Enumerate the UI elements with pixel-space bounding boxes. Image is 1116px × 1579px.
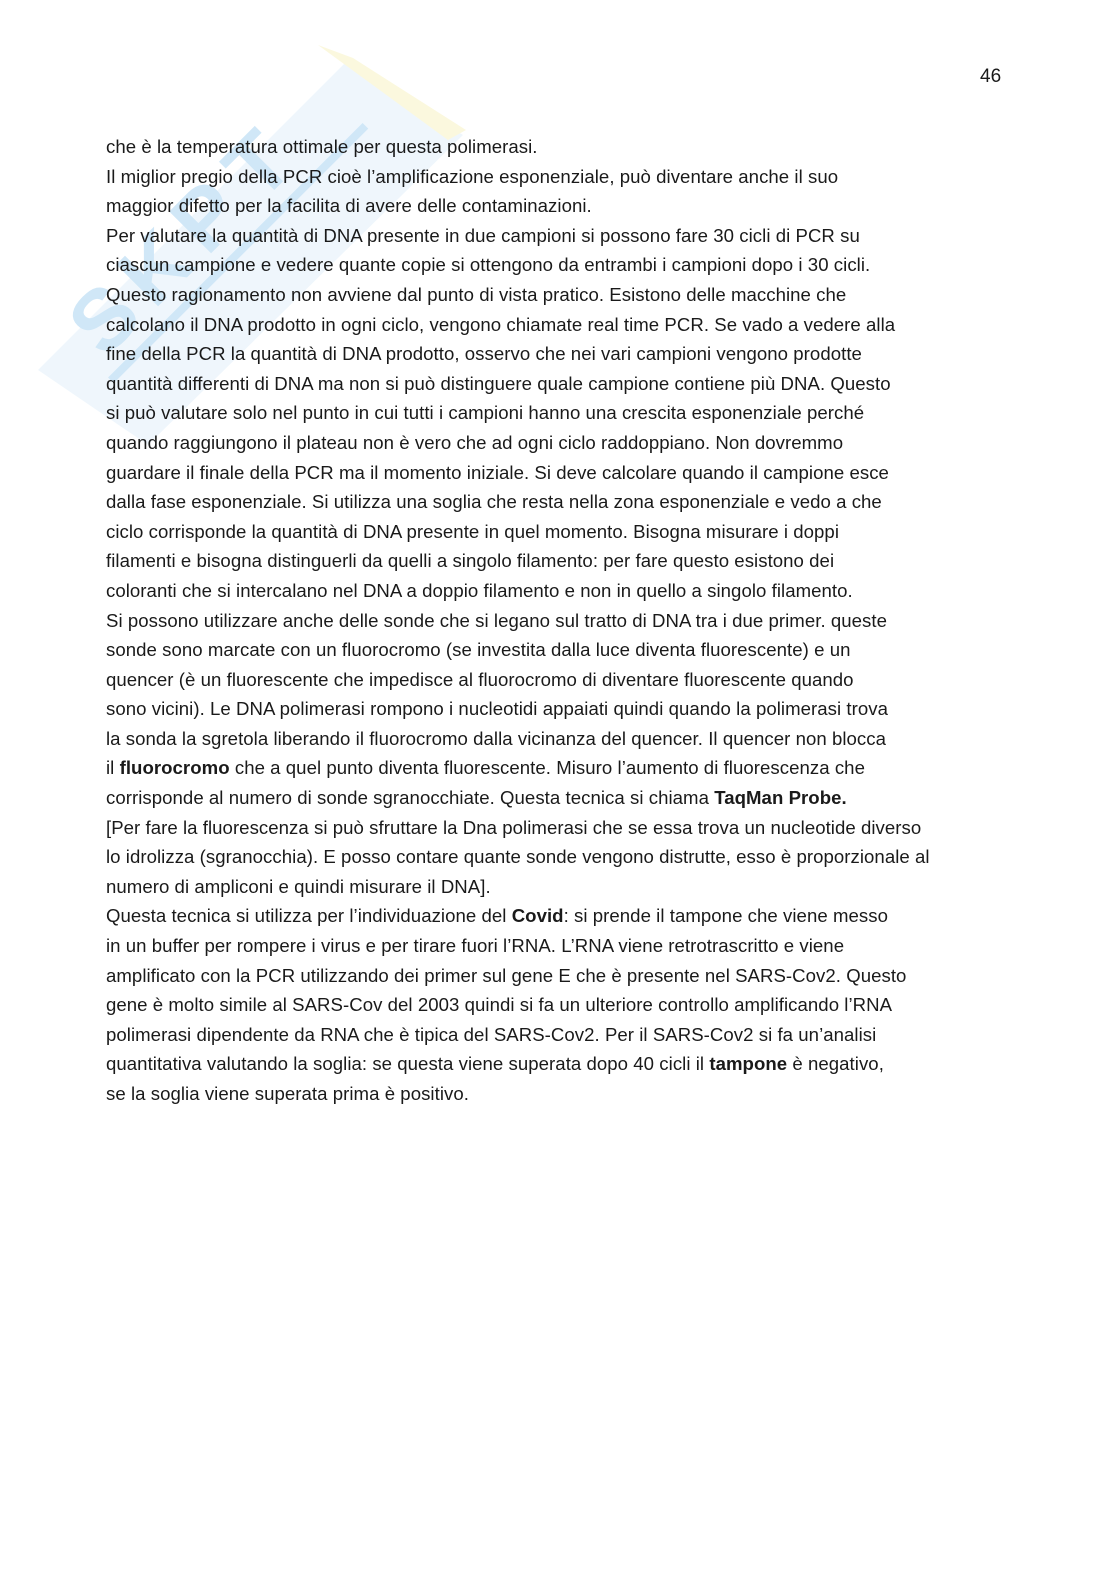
text-line	[106, 428, 1036, 458]
text-segment: quantità differenti di DNA ma non si può distinguere quale campione contiene più DNA. Questo	[106, 372, 891, 394]
text-segment: ciclo corrisponde la quantità di DNA presente in quel momento. Bisogna misurare i doppi	[106, 520, 840, 542]
text-line	[106, 783, 1036, 813]
text-segment: quando raggiungono il plateau non è vero che ad ogni ciclo raddoppiano. Non dovremmo	[106, 431, 844, 453]
bold-term: Covid	[511, 905, 564, 927]
text-segment: numero di ampliconi e quindi misurare il DNA].	[106, 875, 491, 897]
text-segment: [Per fare la fluorescenza si può sfruttare la Dna polimerasi che se essa trova un nucleotide diverso	[106, 816, 922, 838]
text-segment: che a quel punto diventa fluorescente. Misuro l’aumento di fluorescenza che	[229, 757, 865, 779]
text-segment: in un buffer per rompere i virus e per tirare fuori l’RNA. L’RNA viene retrotrascritto e viene	[106, 935, 845, 957]
text-line	[106, 931, 1036, 961]
text-line	[106, 961, 1036, 991]
text-segment: che è la temperatura ottimale per questa polimerasi.	[106, 136, 538, 157]
text-segment: amplificato con la PCR utilizzando dei primer sul gene E che è presente nel SARS-Cov2. Questo	[106, 964, 907, 986]
text-segment: quencer (è un fluorescente che impedisce al fluorocromo di diventare fluorescente quando	[106, 668, 854, 690]
text-segment: filamenti e bisogna distinguerli da quelli a singolo filamento: per fare questo esistono dei	[106, 550, 835, 572]
text-segment: Per valutare la quantità di DNA presente in due campioni si possono fare 30 cicli di PCR su	[106, 224, 860, 246]
watermark-glyph: S	[50, 264, 159, 374]
text-line	[106, 517, 1036, 547]
text-line	[106, 1049, 1036, 1079]
text-line	[106, 753, 1036, 783]
text-segment: il	[106, 757, 120, 779]
text-segment: Si possono utilizzare anche delle sonde che si legano sul tratto di DNA tra i due primer. queste	[106, 609, 888, 631]
text-segment: quantitativa valutando la soglia: se questa viene superata dopo 40 cicli il	[106, 1053, 710, 1075]
text-line	[106, 162, 1036, 192]
text-segment: ciascun campione e vedere quante copie si ottengono da entrambi i campioni dopo i 30 cicli.	[106, 254, 871, 276]
text-segment: polimerasi dipendente da RNA che è tipica del SARS-Cov2. Per il SARS-Cov2 si fa un’analisi	[106, 1023, 877, 1045]
watermark-glyph: P	[152, 162, 262, 271]
text-segment: è negativo,	[787, 1053, 884, 1075]
text-line	[106, 665, 1036, 695]
text-segment: la sonda la sgretola liberando il fluorocromo dalla vicinanza del quencer. Il quencer non blocca	[106, 727, 887, 749]
text-line	[106, 872, 1036, 902]
text-line	[106, 487, 1036, 517]
text-line	[106, 546, 1036, 576]
text-segment: Il miglior pregio della PCR cioè l’amplificazione esponenziale, può diventare anche il suo	[106, 165, 839, 187]
text-segment: Questo ragionamento non avviene dal punto di vista pratico. Esistono delle macchine che	[106, 283, 847, 305]
text-segment: maggior difetto per la facilita di avere delle contaminazioni.	[106, 195, 592, 217]
text-line	[106, 132, 1036, 162]
text-line	[106, 606, 1036, 636]
text-segment: se la soglia viene superata prima è positivo.	[106, 1083, 469, 1104]
text-segment: lo idrolizza (sgranocchia). E posso contare quante sonde vengono distrutte, esso è proporzionale al	[106, 846, 930, 868]
text-line	[106, 901, 1036, 931]
text-line	[106, 576, 1036, 606]
text-segment: corrisponde al numero di sonde sgranocchiate. Questa tecnica si chiama	[106, 787, 715, 809]
text-line	[106, 250, 1036, 280]
page-number: 46	[980, 66, 1002, 87]
bold-term: fluorocromo	[119, 757, 230, 779]
text-line	[106, 635, 1036, 665]
text-line	[106, 398, 1036, 428]
watermark-glyph: T	[205, 112, 311, 218]
watermark-glyph: K	[99, 211, 212, 324]
text-line	[106, 813, 1036, 843]
bold-term: tampone	[709, 1053, 788, 1075]
text-segment: : si prende il tampone che viene messo	[563, 905, 888, 927]
text-line	[106, 191, 1036, 221]
text-line	[106, 221, 1036, 251]
text-segment: dalla fase esponenziale. Si utilizza una soglia che resta nella zona esponenziale e vedo a che	[106, 491, 882, 513]
text-line	[106, 1020, 1036, 1050]
watermark-band-yellow	[318, 45, 466, 140]
text-line	[106, 990, 1036, 1020]
text-line	[106, 842, 1036, 872]
body-text	[106, 132, 1036, 1109]
text-line	[106, 310, 1036, 340]
text-line	[106, 458, 1036, 488]
text-line	[106, 694, 1036, 724]
text-segment: sonde sono marcate con un fluorocromo (se investita dalla luce diventa fluorescente) e un	[106, 639, 851, 661]
text-segment: gene è molto simile al SARS-Cov del 2003 quindi si fa un ulteriore controllo amplificando l’RNA	[106, 994, 893, 1016]
text-segment: calcolano il DNA prodotto in ogni ciclo, vengono chiamate real time PCR. Se vado a vedere alla	[106, 313, 896, 335]
text-segment: guardare il finale della PCR ma il momento iniziale. Si deve calcolare quando il campione esce	[106, 461, 889, 483]
text-line	[106, 369, 1036, 399]
bold-term: TaqMan Probe.	[714, 787, 847, 809]
text-segment: coloranti che si intercalano nel DNA a doppio filamento e non in quello a singolo filamento.	[106, 579, 853, 601]
text-segment: si può valutare solo nel punto in cui tutti i campioni hanno una crescita esponenziale perché	[106, 402, 865, 424]
text-line	[106, 280, 1036, 310]
text-line	[106, 1079, 1036, 1109]
text-line	[106, 724, 1036, 754]
text-segment: sono vicini). Le DNA polimerasi rompono i nucleotidi appaiati quindi quando la polimerasi trova	[106, 698, 888, 720]
text-line	[106, 339, 1036, 369]
text-segment: Questa tecnica si utilizza per l’individuazione del	[106, 905, 512, 927]
text-segment: fine della PCR la quantità di DNA prodotto, osservo che nei vari campioni vengono prodotte	[106, 343, 862, 365]
